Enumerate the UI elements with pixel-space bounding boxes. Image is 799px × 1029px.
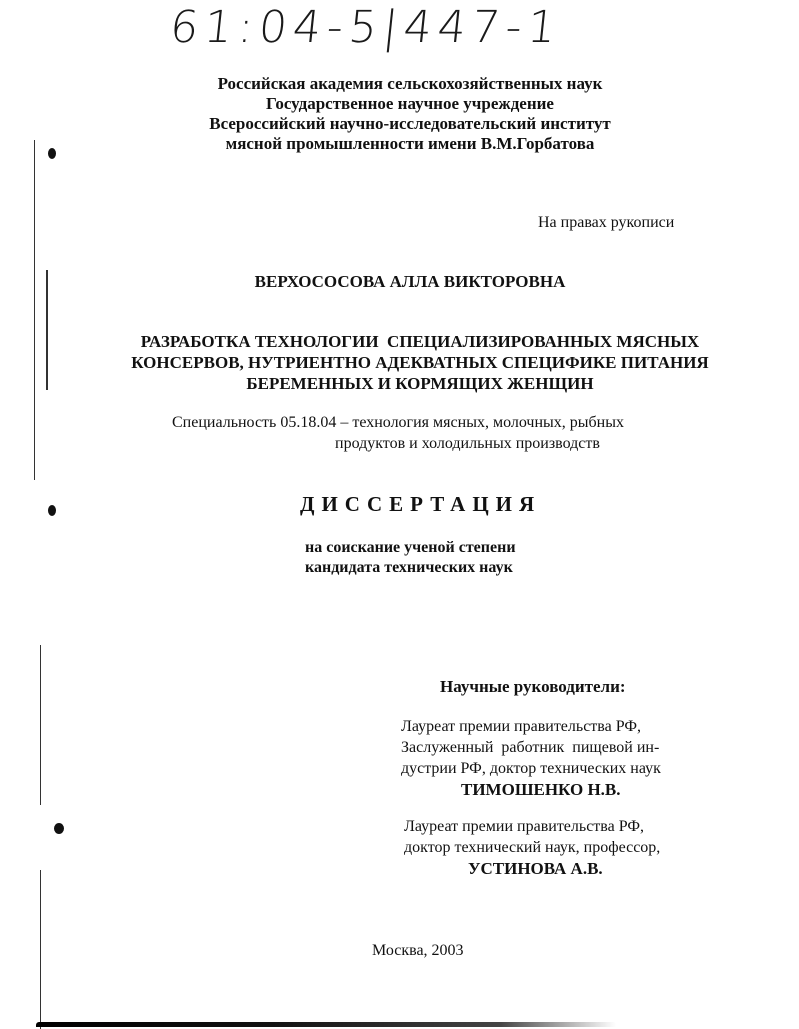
supervisor-1 [401,716,661,800]
rights-note: На правах рукописи [538,214,675,231]
supervisor-name: УСТИНОВА А.В. [468,859,603,878]
degree-line: кандидата технических наук [305,559,513,576]
supervisor-name: ТИМОШЕНКО Н.В. [461,780,621,799]
title-line: РАЗРАБОТКА ТЕХНОЛОГИИ СПЕЦИАЛИЗИРОВАННЫХ МЯСНЫХ [140,332,700,351]
institution-line: Государственное научное учреждение [266,94,554,113]
degree [305,538,516,578]
dissertation-title [110,331,730,394]
title-line: БЕРЕМЕННЫХ И КОРМЯЩИХ ЖЕНЩИН [246,374,594,393]
institution-line: мясной промышленности имени В.М.Горбатова [225,134,595,153]
supervisor-credential: Лауреат премии правительства РФ, [401,718,641,735]
title-line: КОНСЕРВОВ, НУТРИЕНТНО АДЕКВАТНЫХ СПЕЦИФИКЕ ПИТАНИЯ [131,353,709,372]
supervisor-credential: дустрии РФ, доктор технических наук [401,760,661,777]
degree-line: на соискание ученой степени [305,539,516,556]
scan-margin-line [34,140,35,480]
institution-line: Всероссийский научно-исследовательский институт [209,114,611,133]
scan-margin-line [40,870,41,1029]
institution-header [150,74,670,154]
specialty-line: продуктов и холодильных производств [335,435,600,452]
document-type: ДИССЕРТАЦИЯ [300,492,542,516]
supervisor-credential: доктор технический наук, профессор, [404,839,661,856]
supervisor-2 [404,816,660,879]
scan-margin-line [40,645,41,805]
handwritten-catalog-code: 61:04-5|447-1 [167,2,565,53]
supervisor-credential: Заслуженный работник пищевой ин- [401,739,660,756]
place-year: Москва, 2003 [372,942,464,959]
supervisor-credential: Лауреат премии правительства РФ, [404,818,644,835]
scan-margin-line [46,270,48,390]
punch-hole-mark [48,148,56,159]
specialty [172,412,624,454]
specialty-line: Специальность 05.18.04 – технология мясных, молочных, рыбных [172,414,624,431]
scan-bottom-edge [36,1022,616,1027]
supervisors-heading: Научные руководители: [440,677,626,696]
punch-hole-mark [54,823,64,834]
author-name: ВЕРХОСОСОВА АЛЛА ВИКТОРОВНА [254,272,566,291]
punch-hole-mark [48,505,56,516]
institution-line: Российская академия сельскохозяйственных наук [217,74,603,93]
